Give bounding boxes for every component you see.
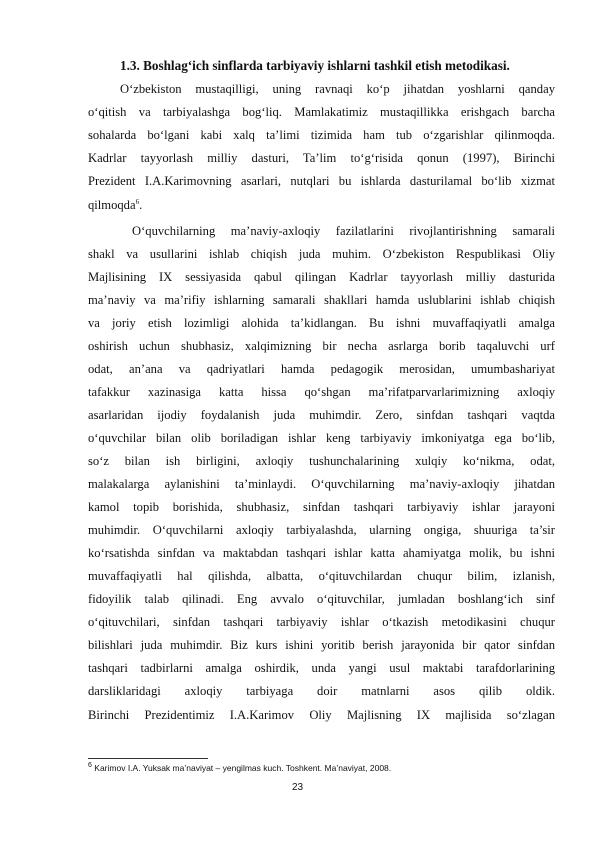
footnote-number: 6 <box>88 762 92 770</box>
footnote-ref-suffix: . <box>139 198 143 212</box>
text-line: so‘z bilan ish birligini, axloqiy tushunchalarining xulqiy ko‘nikma, odat, <box>88 454 555 468</box>
text-line: fidoyilik talab qilinadi. Eng avvalo o‘qituvchilar, jumladan boshlang‘ich sinf <box>88 592 555 606</box>
text-line: bilishlari juda muhimdir. Biz kurs ishini yoritib berish jarayonida bir qator sinfdan <box>88 638 555 652</box>
text-line: o‘qituvchilari, sinfdan tashqari tarbiyaviy ishlar o‘tkazish metodikasini chuqur <box>88 615 555 629</box>
footnote-text: Karimov I.A. Yuksak ma’naviyat – yengilmas kuch. Toshkent. Ma’naviyat, 2008. <box>94 763 392 773</box>
text-line: malakalarga aylanishini ta’minlaydi. O‘quvchilarning ma’naviy-axloqiy jihatdan <box>88 477 555 491</box>
text-line: muhimdir. O‘quvchilarni axloqiy tarbiyalashda, ularning ongiga, shuuriga ta’sir <box>88 523 555 537</box>
text-line: Majlisining IX sessiyasida qabul qilingan Kadrlar tayyorlash milliy dasturida <box>88 270 555 284</box>
footnote <box>88 763 391 774</box>
text-line: Kadrlar tayyorlash milliy dasturi, Ta’lim to‘g‘risida qonun (1997), Birinchi <box>88 151 555 165</box>
text-line: O‘quvchilarning ma’naviy-axloqiy fazilatlarini rivojlantirishning samarali <box>132 224 555 238</box>
text-line: asarlaridan ijodiy foydalanish juda muhimdir. Zero, sinfdan tashqari vaqtda <box>88 408 555 422</box>
text-line: qilmoqda <box>88 198 136 212</box>
text-line-with-footnote <box>88 196 555 214</box>
text-line: odat, an’ana va qadriyatlari hamda pedagogik merosidan, umumbashariyat <box>88 362 555 376</box>
text-line: kamol topib borishida, shubhasiz, sinfdan tashqari tarbiyaviy ishlar jarayoni <box>88 500 555 514</box>
text-line: tafakkur xazinasiga katta hissa qo‘shgan ma’rifatparvarlarimizning axloqiy <box>88 385 555 399</box>
section-heading: 1.3. Boshlag‘ich sinflarda tarbiyaviy ishlarni tashkil etish metodikasi. <box>120 58 510 73</box>
text-line: shakl va usullarini ishlab chiqish juda muhim. O‘zbekiston Respublikasi Oliy <box>88 247 555 261</box>
text-line: muvaffaqiyatli hal qilishda, albatta, o‘qituvchilardan chuqur bilim, izlanish, <box>88 569 555 583</box>
text-line: sohalarda bo‘lgani kabi xalq ta’limi tizimida ham tub o‘zgarishlar qilinmoqda. <box>88 128 555 142</box>
text-line: o‘quvchilar bilan olib boriladigan ishlar keng tarbiyaviy imkoniyatga ega bo‘lib, <box>88 431 555 445</box>
footnote-rule <box>88 758 208 759</box>
footnote-ref: 6 <box>135 197 140 206</box>
text-line: Birinchi Prezidentimiz I.A.Karimov Oliy Majlisning IX majlisida so‘zlagan <box>88 708 555 722</box>
text-line: ko‘rsatishda sinfdan va maktabdan tashqari ishlar katta ahamiyatga molik, bu ishni <box>88 546 555 560</box>
text-line: va joriy etish lozimligi alohida ta’kidlangan. Bu ishni muvaffaqiyatli amalga <box>88 316 555 330</box>
text-line: O‘zbekiston mustaqilligi, uning ravnaqi ko‘p jihatdan yoshlarni qanday <box>120 82 555 96</box>
text-line: o‘qitish va tarbiyalashga bog‘liq. Mamlakatimiz mustaqillikka erishgach barcha <box>88 105 555 119</box>
text-line: ma’naviy va ma’rifiy ishlarning samarali shakllari hamda uslublarini ishlab chiqish <box>88 293 555 307</box>
page-number: 23 <box>291 782 304 793</box>
text-line: tashqari tadbirlarni amalga oshirdik, unda yangi usul maktabi tarafdorlarining <box>88 661 555 675</box>
text-line: darsliklaridagi axloqiy tarbiyaga doir matnlarni asos qilib oldik. <box>88 684 555 698</box>
text-line: Prezident I.A.Karimovning asarlari, nutqlari bu ishlarda dasturilamal bo‘lib xizmat <box>88 174 555 188</box>
text-line: oshirish uchun shubhasiz, xalqimizning bir necha asrlarga borib taqaluvchi urf <box>88 339 555 353</box>
